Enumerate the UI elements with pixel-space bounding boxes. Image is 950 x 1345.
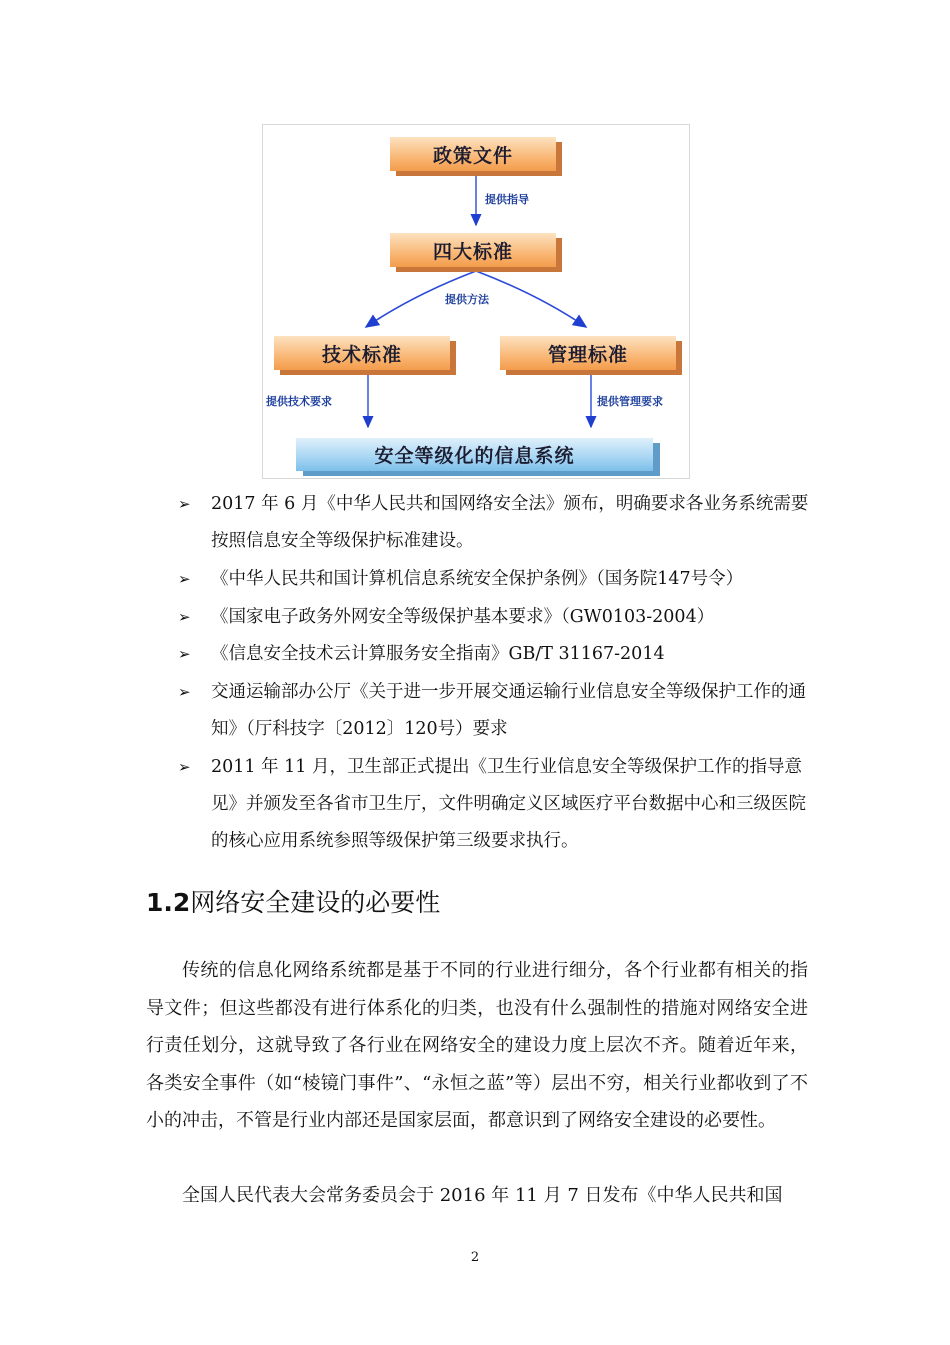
section-heading (146, 883, 440, 919)
list-item: ➢ 《中华人民共和国计算机信息系统安全保护条例》（国务院147号令） (178, 561, 810, 598)
arrow-bullet-icon: ➢ (178, 608, 191, 626)
list-item: ➢ 2011 年 11 月，卫生部正式提出《卫生行业信息安全等级保护工作的指导意见》并颁发至各省市卫生厅，文件明确定义区域医疗平台数据中心和三级医院的核心应用系统参照等级保护第三级要求执行。 (178, 749, 810, 860)
list-item: ➢ 2017 年 6 月《中华人民共和国网络安全法》颁布，明确要求各业务系统需要按照信息安全等级保护标准建设。 (178, 486, 810, 560)
list-item: ➢ 《信息安全技术云计算服务安全指南》GB/T 31167-2014 (178, 636, 810, 673)
list-item: ➢ 《国家电子政务外网安全等级保护基本要求》（GW0103-2004） (178, 599, 810, 636)
arrow-bullet-icon: ➢ (178, 495, 191, 513)
list-item: ➢ 交通运输部办公厅《关于进一步开展交通运输行业信息安全等级保护工作的通知》（厅科技字〔2012〕120号）要求 (178, 674, 810, 748)
node-policy: 政策文件 (390, 137, 556, 171)
edge-label-method: 提供方法 (445, 293, 489, 306)
section-title: 网络安全建设的必要性 (190, 888, 441, 917)
node-system: 安全等级化的信息系统 (296, 438, 653, 471)
node-mgmt-standard: 管理标准 (500, 336, 676, 370)
section-number: 1.2 (146, 888, 191, 917)
arrow-bullet-icon: ➢ (178, 758, 191, 776)
standards-diagram (262, 124, 690, 479)
page-number: 2 (470, 1250, 480, 1265)
arrow-bullet-icon: ➢ (178, 683, 191, 701)
arrow-four-to-mgmt (476, 271, 586, 327)
body-paragraph: 传统的信息化网络系统都是基于不同的行业进行细分，各个行业都有相关的指导文件；但这些都没有进行体系化的归类，也没有什么强制性的措施对网络安全进行责任划分，这就导致了各行业在网络安全的建设力度上层次不齐。随着近年来，各类安全事件（如“棱镜门事件”、“永恒之蓝”等）层出不穷，相关行业都收到了不小的冲击，不管是行业内部还是国家层面，都意识到了网络安全建设的必要性。 (146, 960, 808, 1131)
node-tech-standard: 技术标准 (274, 336, 450, 370)
edge-label-mgmt-req: 提供管理要求 (597, 395, 663, 408)
body-paragraph: 全国人民代表大会常务委员会于 2016 年 11 月 7 日发布《中华人民共和国 (182, 1185, 783, 1206)
node-four-standards: 四大标准 (390, 233, 556, 267)
arrow-bullet-icon: ➢ (178, 570, 191, 588)
arrow-bullet-icon: ➢ (178, 645, 191, 663)
edge-label-guidance: 提供指导 (485, 193, 529, 206)
edge-label-tech-req: 提供技术要求 (266, 395, 332, 408)
